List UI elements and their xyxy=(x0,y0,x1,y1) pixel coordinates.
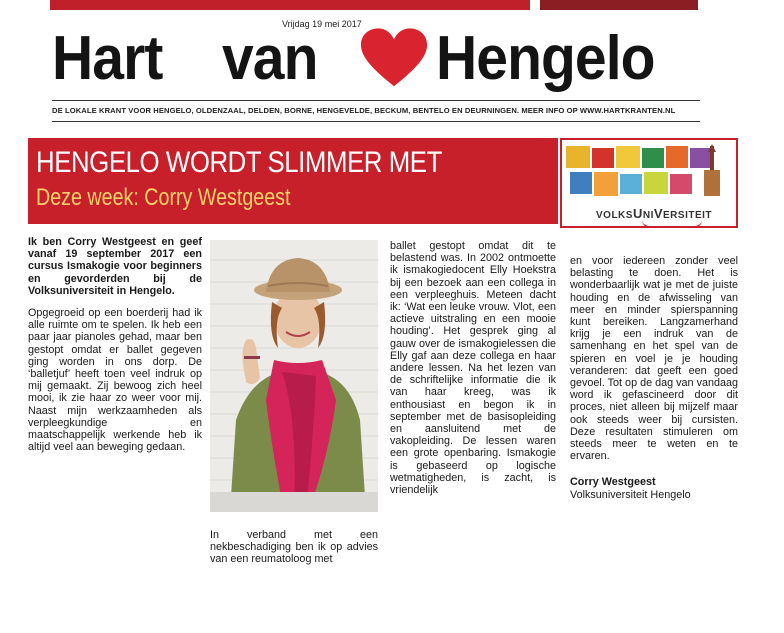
masthead-word-van: van xyxy=(222,23,318,93)
masthead[interactable] xyxy=(52,22,686,94)
masthead-word-hengelo: Hengelo xyxy=(436,23,655,93)
article-column-3 xyxy=(390,240,556,496)
banner-subheadline: Deze week: Corry Westgeest xyxy=(36,184,291,211)
banner-headline: HENGELO WORDT SLIMMER MET xyxy=(36,146,442,179)
logo-tiles-icon xyxy=(564,144,732,204)
signature-organization: Volksuniversiteit Hengelo xyxy=(570,488,691,501)
signature-name: Corry Westgeest xyxy=(570,476,656,489)
logo-smile xyxy=(642,220,702,228)
article-paragraph: ballet gestopt omdat dit te belastend was. In 2002 ontmoette ik ismakogiedocent Elly Hoekstra bij een bezoek aan een collega in een verpleeghuis. Meteen dacht ik: ‘Wat een leuke vrouw. Vlot, een actieve uitstraling en een mooie houding’. Het gesprek ging al gauw over de ismakogielessen die Elly gaf aan deze collega en haar andere lessen. Na het lezen van de schriftelijke informatie die ik van haar kreeg, was ik enthousiast en begon ik in september met de basisopleiding en aansluitend met de vakopleiding. De lessen waren een grote openbaring. Ismakogie is gebaseerd op logische wetmatigheden, is zacht, is vriendelijk xyxy=(390,240,556,497)
article-banner xyxy=(28,138,558,224)
portrait-photo xyxy=(210,240,378,512)
article-column-4 xyxy=(570,255,738,501)
article-paragraph: In verband met een nekbeschadiging ben ik op advies van een reumatoloog met xyxy=(210,529,378,566)
article-paragraph: en voor iedereen zonder veel belasting te doen. Het is wonderbaarlijk wat je met de juiste houding en de afwisseling van meer en minder spierspanning kunt bereiken. Langzamerhand krijg je een indruk van de samenhang en het spel van de spieren en voel je je houding veranderen: dat geeft een goed gevoel. Tot op de dag van vandaag word ik gefascineerd door dit proces, niet alleen bij mijzelf maar ook steeds weer bij cursisten. Deze resultaten stimuleren om steeds meer te weten en te ervaren. xyxy=(570,255,738,463)
article-column-1 xyxy=(28,236,202,453)
top-ad-strip xyxy=(50,0,530,10)
tagline: DE LOKALE KRANT VOOR HENGELO, OLDENZAAL, DELDEN, BORNE, HENGEVELDE, BECKUM, BENTELO EN DEURNINGEN. MEER INFO OP WWW.HARTKRANTEN.NL xyxy=(52,106,676,115)
issue-date: Vrijdag 19 mei 2017 xyxy=(282,19,362,29)
volksuniversiteit-logo[interactable] xyxy=(560,138,738,228)
divider xyxy=(52,121,700,122)
masthead-word-hart: Hart xyxy=(52,23,163,93)
top-ad-strip-right xyxy=(540,0,698,10)
article-paragraph: Opgegroeid op een boerderij had ik alle ruimte om te spelen. Ik heb een paar jaar pianoles gehad, maar ben gestopt omdat er ballet gegeven ging worden in ons dorp. De ‘balletjuf’ heeft toen veel indruk op mij gemaakt. Zij bewoog zich heel mooi, ik zie haar zo weer voor mij. Naast mijn werkzaamheden als verpleegkundige en maatschappelijk werkende heb ik altijd veel aan beweging gedaan. xyxy=(28,307,202,454)
article-intro: Ik ben Corry Westgeest en geef vanaf 19 september 2017 een cursus Ismakogie voor beginners en gevorderden bij de Volksuniversiteit in Hengelo. xyxy=(28,236,202,297)
heart-icon xyxy=(356,27,432,89)
divider xyxy=(52,100,700,101)
logo-text: VOLKSUNIVERSITEIT xyxy=(596,206,713,221)
